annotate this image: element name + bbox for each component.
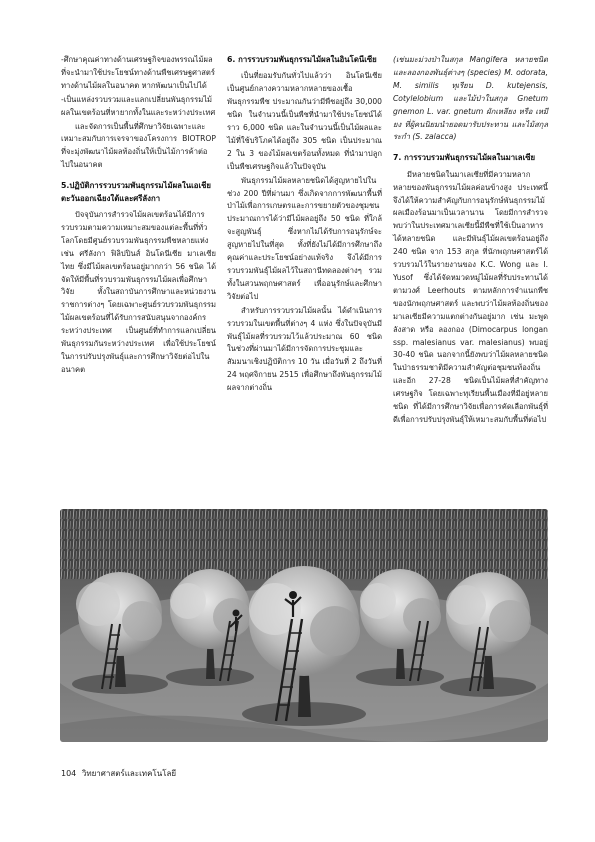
section-heading-7: 7. การรวบรวมพันธุกรรมไม้ผลในมาเลเซีย — [393, 153, 536, 163]
column-right — [393, 54, 548, 427]
column-left — [61, 54, 216, 377]
paragraph: และจัดการเป็นพื้นที่ศึกษาวิจัยเฉพาะและเหมาะสมกับการเจรจาของโครงการ BIOTROP ที่จะมุ่งพัฒนาไม้ผลท้องถิ่นให้เป็นไม้การค้าต่อไปในอนาคต — [61, 121, 216, 170]
paragraph: สำหรับการรวบรวมไม้ผลนั้น ได้ดำเนินการรวบรวมในเขตพื้นที่ต่างๆ 4 แห่ง ซึ่งในปัจจุบันมีพันธุ์ไม้ผลที่รวบรวมไว้แล้วประมาณ 60 ชนิด ในช่วงที่ผ่านมาได้มีการจัดการประชุมและสัมมนาเชิงปฏิบัติการ 10 วัน เมื่อวันที่ 2 ถึงวันที่ 24 พฤศจิกายน 2515 เพื่อศึกษาถึงพันธุกรรมไม้ผลจากต่างถิ่น — [227, 305, 382, 393]
page-footer — [61, 767, 176, 780]
paragraph: ปัจจุบันการสำรวจไม้ผลเขตร้อนได้มีการรวบรวมตามความเหมาะสมของแต่ละพื้นที่ทั่วโลกโดยมีศูนย์รวบรวมพันธุกรรมพืชหลายแห่งเช่น ศรีลังกา ฟิลิปปินส์ อินโดนีเซีย มาเลเซีย ไทย ซึ่งมีไม้ผลเขตร้อนอยู่มากกว่า 56 ชนิด ได้จัดให้มีพื้นที่รวบรวมพันธุกรรมไม้ผลเพื่อศึกษาวิจัย ทั้งในสถาบันการศึกษาและหน่วยงานราชการต่างๆ โดยเฉพาะศูนย์รวบรวมพันธุกรรมไม้ผลเขตร้อนที่ได้รับการสนับสนุนจากองค์กรระหว่างประเทศ เป็นศูนย์ที่ทำการแลกเปลี่ยนพันธุกรรมกันระหว่างประเทศ เพื่อใช้ประโยชน์ในการปรับปรุงพันธุ์และการศึกษาวิจัยต่อไปในอนาคต — [61, 209, 216, 374]
paragraph: -ศึกษาคุณค่าทางด้านเศรษฐกิจของพรรณไม้ผลที่จะนำมาใช้ประโยชน์ทางด้านพืชเศรษฐศาสตร์ ทางด้านไม้ผลในอนาคต หากพัฒนาเป็นไปได้ — [61, 55, 215, 90]
paragraph: มีหลายชนิดในมาเลเซียที่มีความหลากหลายของพันธุกรรมไม้ผลค่อนข้างสูง ประเทศนี้จึงได้ให้ความสำคัญกับการอนุรักษ์พันธุกรรมไม้ผลเมืองร้อนมาเป็นเวลานาน โดยมีการสำรวจพบว่าในประเทศมาเลเซียนี้มีพืชที่ใช้เป็นอาหารได้หลายชนิด และมีพันธุ์ไม้ผลเขตร้อนอยู่ถึง 240 ชนิด จาก 153 สกุล ที่นักพฤกษศาสตร์ได้รวบรวมไว้ในรายงานของ K.C. Wong และ I. Yusof ซึ่งได้จัดหมวดหมู่ไม้ผลที่รับประทานได้ตามวงศ์ Leerhouts ตามหลักการจำแนกพืชของนักพฤกษศาสตร์ และพบว่าไม้ผลท้องถิ่นของมาเลเซียมีความแตกต่างกันอยู่มาก เช่น มะพูด ลังสาด หรือ ลองกอง (Dimocarpus longan ssp. malesianus var. malesianus) พบอยู่ 30-40 ชนิด นอกจากนี้ยังพบว่าไม้ผลหลายชนิดในป่าธรรมชาติมีความสำคัญต่อชุมชนท้องถิ่น และอีก 27-28 ชนิดเป็นไม้ผลที่สำคัญทางเศรษฐกิจ โดยเฉพาะทุเรียนพื้นเมืองที่มีอยู่หลายชนิด ที่ได้มีการศึกษาวิจัยเพื่อการคัดเลือกพันธุ์ที่ดีเพื่อการปรับปรุงพันธุ์ให้เหมาะสมกับพื้นที่ต่อไป — [393, 169, 548, 424]
section-heading-5: 5.ปฏิบัติการรวบรวมพันธุกรรมไม้ผลในเอเชียตะวันออกเฉียงใต้และศรีลังกา — [61, 181, 211, 203]
paragraph: เป็นที่ยอมรับกันทั่วไปแล้วว่า อินโดนีเซียเป็นศูนย์กลางความหลากหลายของเชื้อพันธุกรรมพืช ประมาณกันว่ามีพืชอยู่ถึง 30,000 ชนิด ในจำนวนนี้เป็นพืชที่นำมาใช้ประโยชน์ได้ราว 6,000 ชนิด และในจำนวนนี้เป็นไม้ผลและไม้ที่ใช้บริโภคได้อยู่ถึง 305 ชนิด เป็นประมาณ 2 ใน 3 ของไม้ผลเขตร้อนทั้งหมด ที่นำมาปลูกเป็นพืชเศรษฐกิจแล้วในปัจจุบัน — [227, 71, 382, 171]
column-middle — [227, 54, 382, 395]
paragraph: -เป็นแหล่งรวบรวมและแลกเปลี่ยนพันธุกรรมไม้ผลในเขตร้อนที่หายากทั้งในและระหว่างประเทศ — [61, 94, 216, 117]
fruit-tree-illustration — [60, 509, 548, 742]
publication-title: วิทยาศาสตร์และเทคโนโลยี — [81, 769, 177, 778]
page-number: 104 — [61, 769, 77, 778]
paragraph: พันธุกรรมไม้ผลหลายชนิดได้สูญหายไปในช่วง 200 ปีที่ผ่านมา ซึ่งเกิดจากการพัฒนาพื้นที่ป่าไม้เพื่อการเกษตรและการขยายตัวของชุมชน ประมาณการได้ว่ามีไม้ผลอยู่ถึง 50 ชนิด ที่ใกล้จะสูญพันธุ์ ซึ่งหากไม่ได้รับการอนุรักษ์จะสูญหายไปในที่สุด ทั้งที่ยังไม่ได้มีการศึกษาถึงคุณค่าและประโยชน์อย่างแท้จริง จึงได้มีการรวบรวมพันธุ์ไม้ผลไว้ในสถานีทดลองต่างๆ รวมทั้งในสวนพฤกษศาสตร์ เพื่ออนุรักษ์และศึกษาวิจัยต่อไป — [227, 175, 382, 301]
paragraph: (เช่นมะม่วงป่าในสกุล Mangifera หลายชนิด และลองกองพันธุ์ต่างๆ (species) M. odorata, M. similis ทุเรียน D. kutejensis, Cotylelobium และไม้ป่าในสกุล Gnetum gnemon L. var. gnetum ผักเหลียง หรือ เหมียง ที่ผู้คนนิยมนำยอดมารับประทาน และไม้สกุลระกำ (S. zalacca) — [393, 55, 548, 142]
section-heading-6: 6. การรวบรวมพันธุกรรมไม้ผลในอินโดนีเซีย — [227, 55, 377, 64]
